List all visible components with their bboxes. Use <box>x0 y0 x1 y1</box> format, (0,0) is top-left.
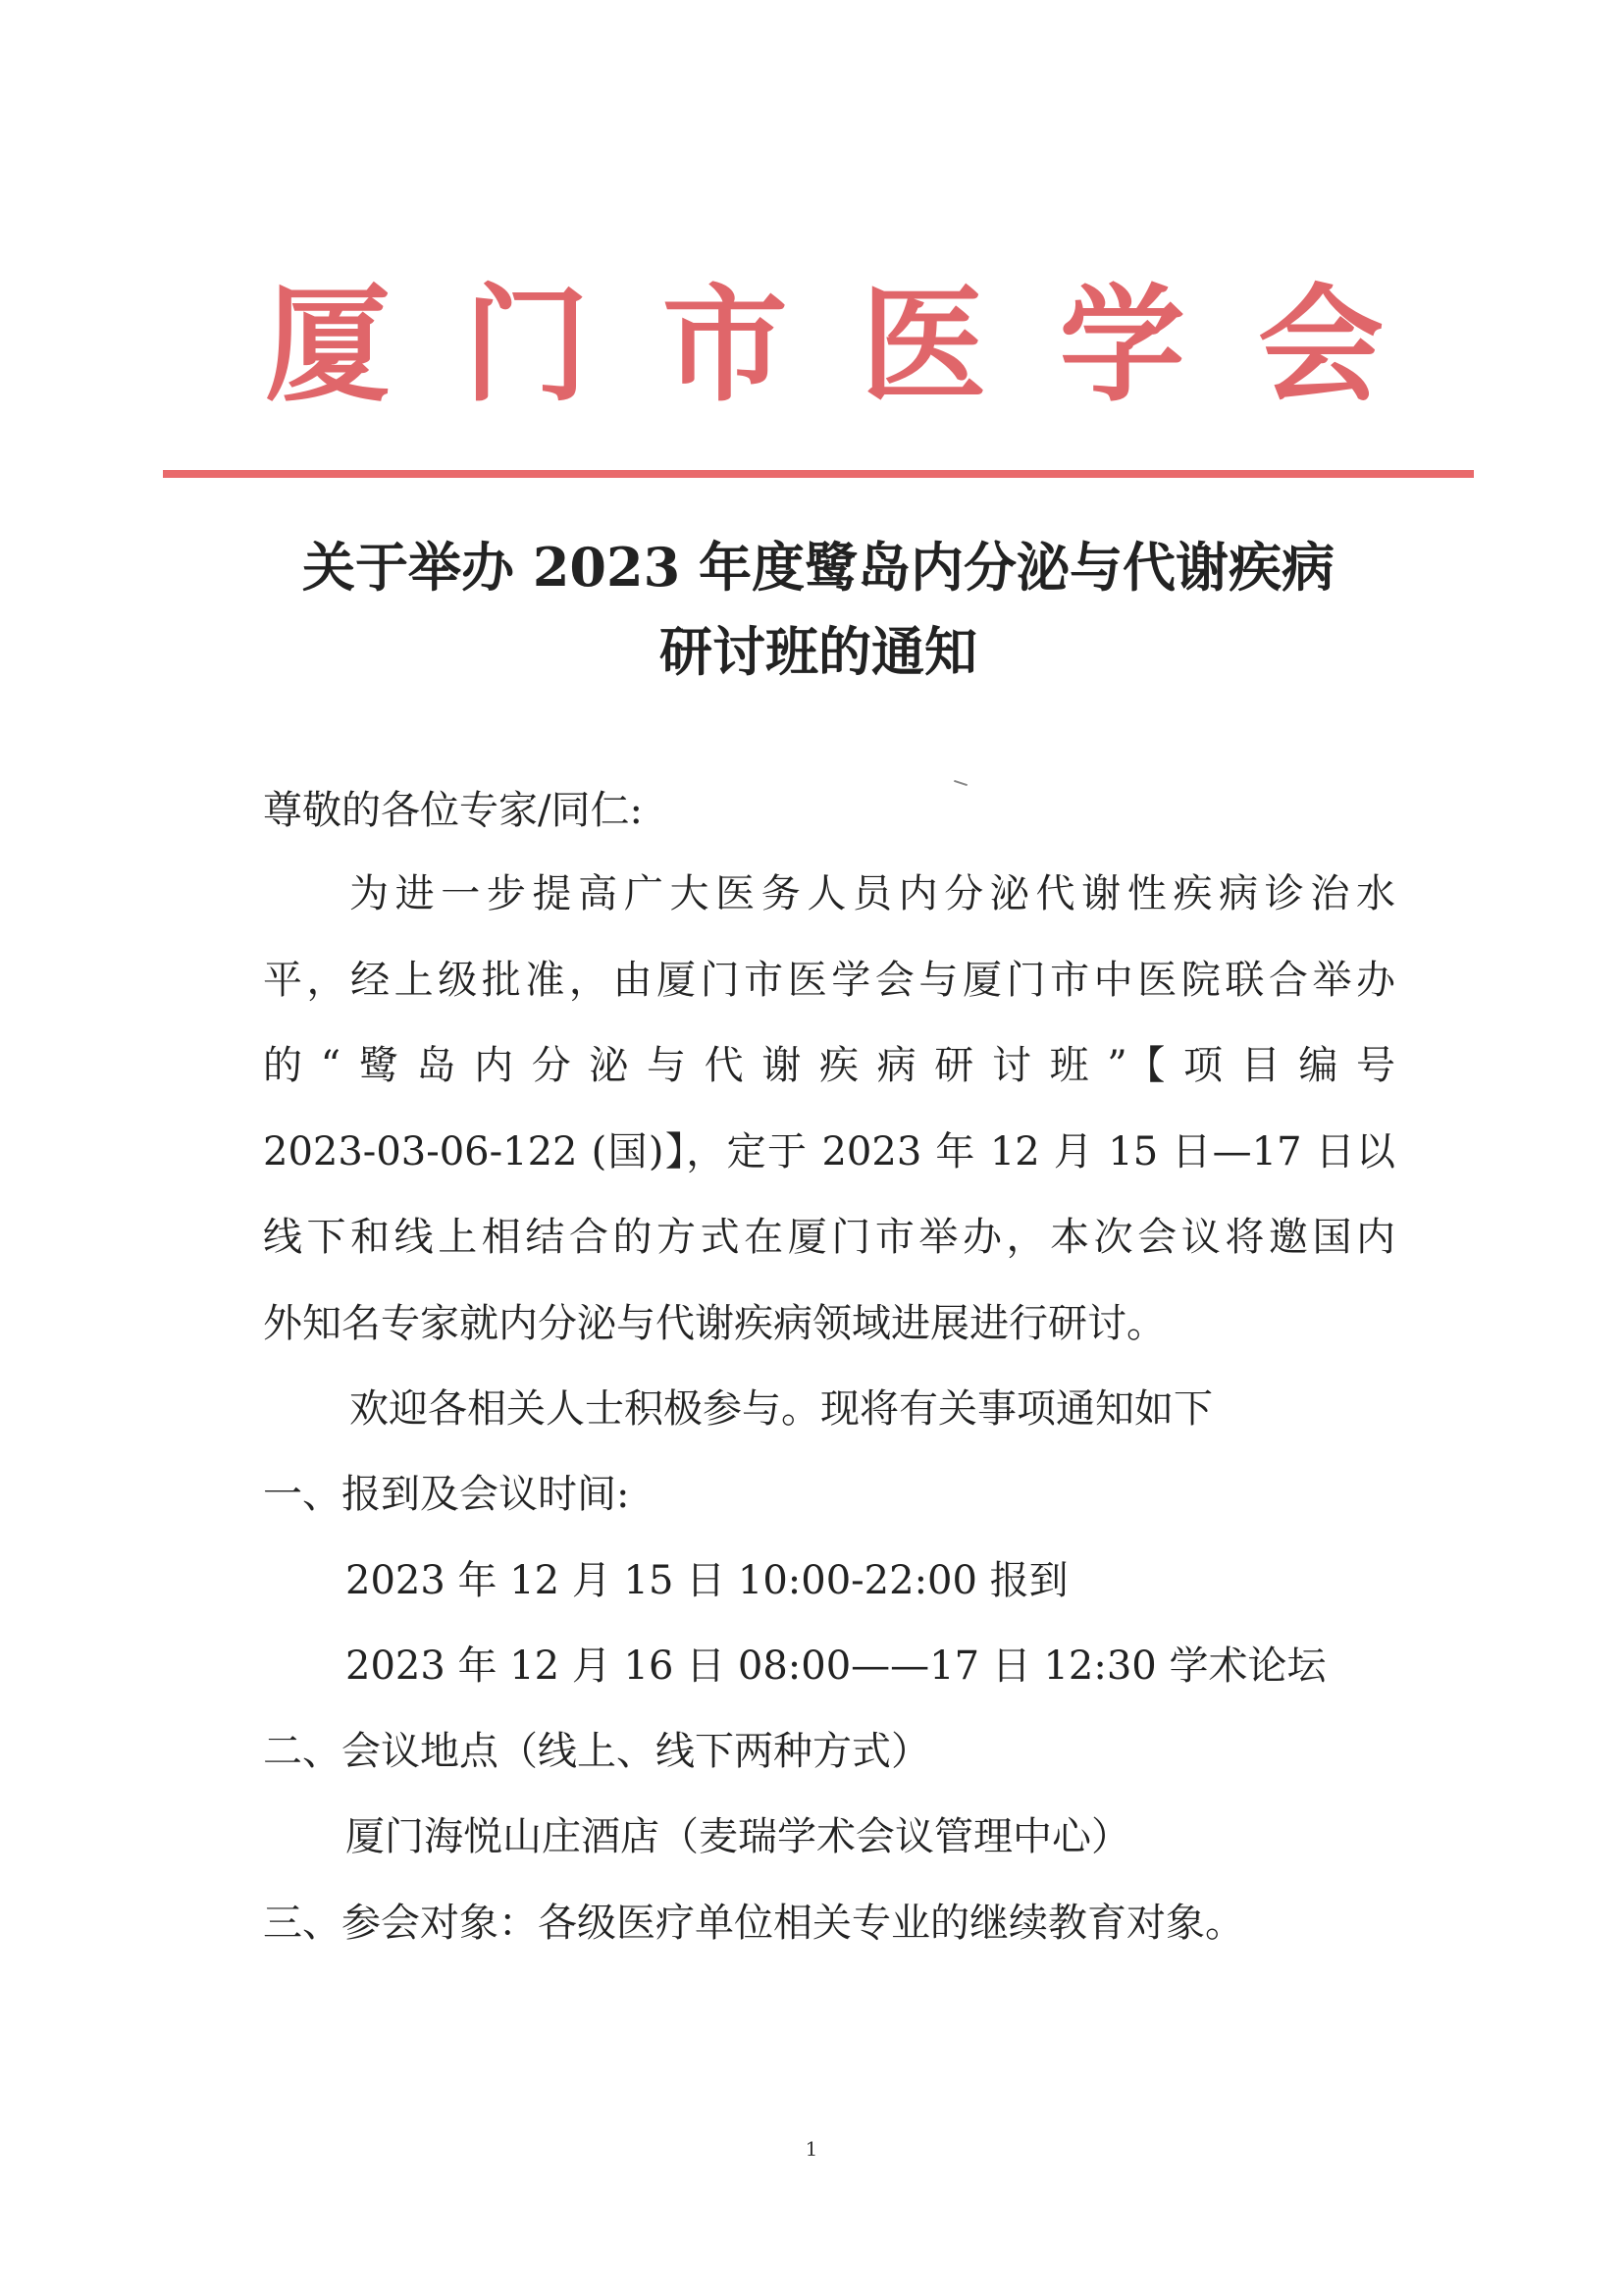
letterhead <box>265 272 1384 419</box>
page-number: 1 <box>805 2137 818 2161</box>
letterhead-divider <box>163 470 1474 478</box>
paragraph-line: 线下和线上相结合的方式在厦门市举办，本次会议将邀国内 <box>263 1215 1395 1260</box>
venue-item: 厦门海悦山庄酒店（麦瑞学术会议管理中心） <box>345 1814 1130 1859</box>
scan-mark <box>954 780 968 786</box>
letterhead-char: 医 <box>861 272 987 419</box>
section-heading: 一、报到及会议时间: <box>263 1472 630 1517</box>
letterhead-char: 市 <box>661 272 788 419</box>
paragraph-line: 2023-03-06-122 (国)】，定于 2023 年 12 月 15 日—17 日以 <box>263 1129 1395 1174</box>
paragraph-line: 欢迎各相关人士积极参与。现将有关事项通知如下 <box>349 1386 1213 1432</box>
paragraph-line: 平，经上级批准，由厦门市医学会与厦门市中医院联合举办 <box>263 958 1395 1003</box>
document-title-line-2: 研讨班的通知 <box>659 620 977 683</box>
section-heading: 三、参会对象：各级医疗单位相关专业的继续教育对象。 <box>263 1901 1244 1946</box>
paragraph-line: 为进一步提高广大医务人员内分泌代谢性疾病诊治水 <box>349 871 1395 916</box>
salutation: 尊敬的各位专家/同仁: <box>263 788 643 833</box>
letterhead-char: 学 <box>1059 272 1185 419</box>
paragraph-line: 的“鹭岛内分泌与代谢疾病研讨班”【项目编号 <box>263 1043 1395 1088</box>
letterhead-char: 厦 <box>265 272 392 419</box>
schedule-item: 2023 年 12 月 16 日 08:00——17 日 12:30 学术论坛 <box>345 1644 1327 1689</box>
letterhead-char: 门 <box>463 272 590 419</box>
letterhead-char: 会 <box>1257 272 1384 419</box>
paragraph-line: 外知名专家就内分泌与代谢疾病领域进展进行研讨。 <box>263 1301 1166 1346</box>
section-heading: 二、会议地点（线上、线下两种方式） <box>263 1729 930 1774</box>
document-title-line-1: 关于举办 2023 年度鹭岛内分泌与代谢疾病 <box>302 536 1335 599</box>
schedule-item: 2023 年 12 月 15 日 10:00-22:00 报到 <box>345 1558 1069 1603</box>
